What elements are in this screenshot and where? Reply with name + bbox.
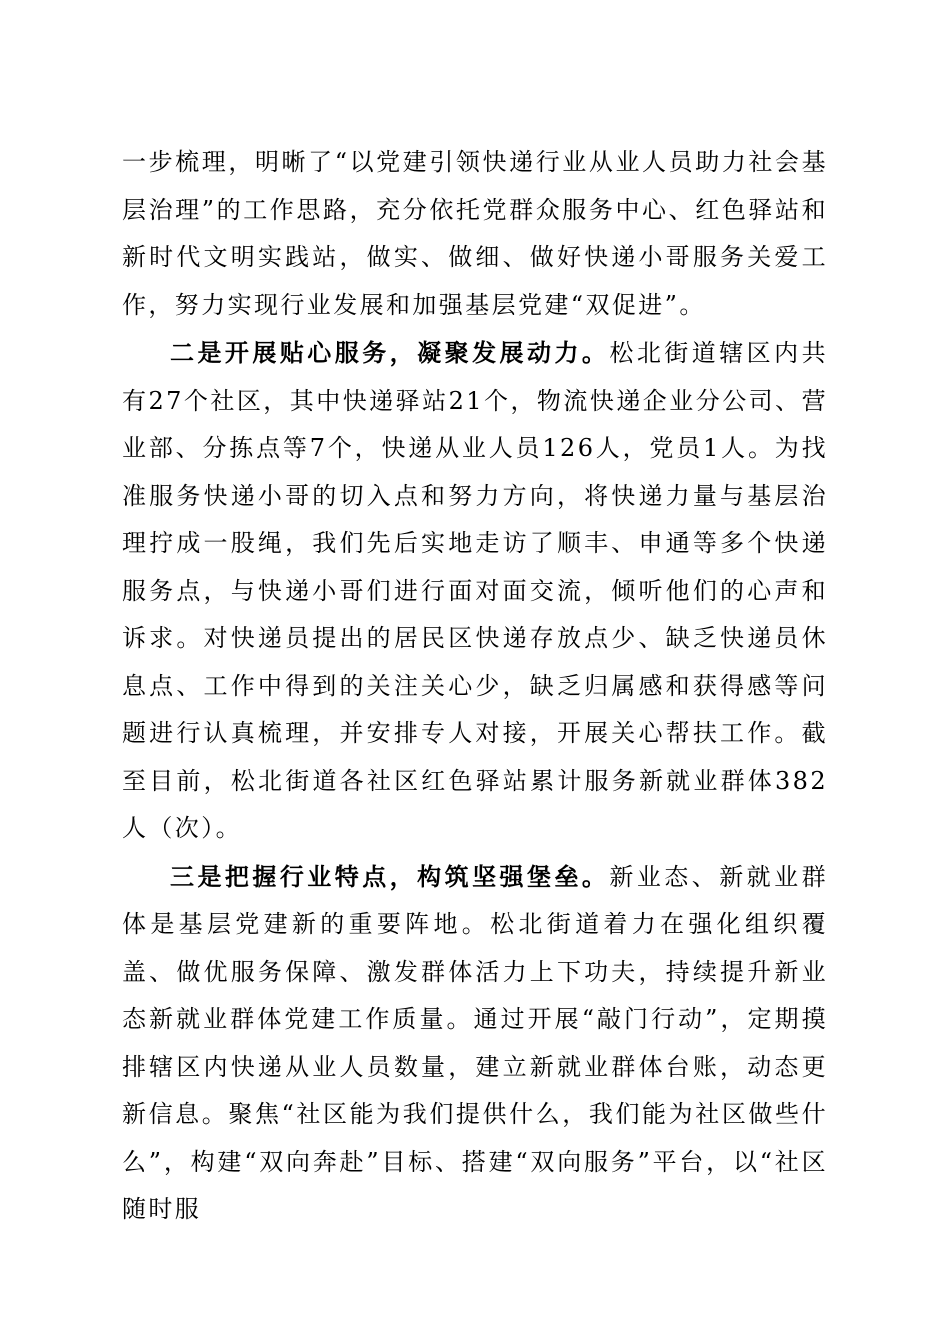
paragraph-1-text: 一步梳理，明晰了“以党建引领快递行业从业人员助力社会基层治理”的工作思路，充分依托党群众服务中心、红色驿站和新时代文明实践站，做实、做细、做好快递小哥服务关爱工作，努力实现行业发展和加强基层党建“双促进”。 <box>122 148 828 319</box>
paragraph-3 <box>122 853 828 1234</box>
paragraph-2 <box>122 329 828 853</box>
paragraph-3-heading: 三是把握行业特点，构筑坚强堡垒。 <box>170 861 610 891</box>
document-body <box>122 139 828 1234</box>
paragraph-1 <box>122 139 828 329</box>
paragraph-2-text: 松北街道辖区内共有27个社区，其中快递驿站21个，物流快递企业分公司、营业部、分拣点等7个，快递从业人员126人，党员1人。为找准服务快递小哥的切入点和努力方向，将快递力量与基层治理拧成一股绳，我们先后实地走访了顺丰、申通等多个快递服务点，与快递小哥们进行面对面交流，倾听他们的心声和诉求。对快递员提出的居民区快递存放点少、缺乏快递员休息点、工作中得到的关注关心少，缺乏归属感和获得感等问题进行认真梳理，并安排专人对接，开展关心帮扶工作。截至目前，松北街道各社区红色驿站累计服务新就业群体382人（次）。 <box>122 339 828 842</box>
paragraph-3-text: 新业态、新就业群体是基层党建新的重要阵地。松北街道着力在强化组织覆盖、做优服务保障、激发群体活力上下功夫，持续提升新业态新就业群体党建工作质量。通过开展“敲门行动”，定期摸排辖区内快递从业人员数量，建立新就业群体台账，动态更新信息。聚焦“社区能为我们提供什么，我们能为社区做些什么”，构建“双向奔赴”目标、搭建“双向服务”平台，以“社区随时服 <box>122 862 828 1223</box>
paragraph-2-heading: 二是开展贴心服务，凝聚发展动力。 <box>170 338 610 367</box>
